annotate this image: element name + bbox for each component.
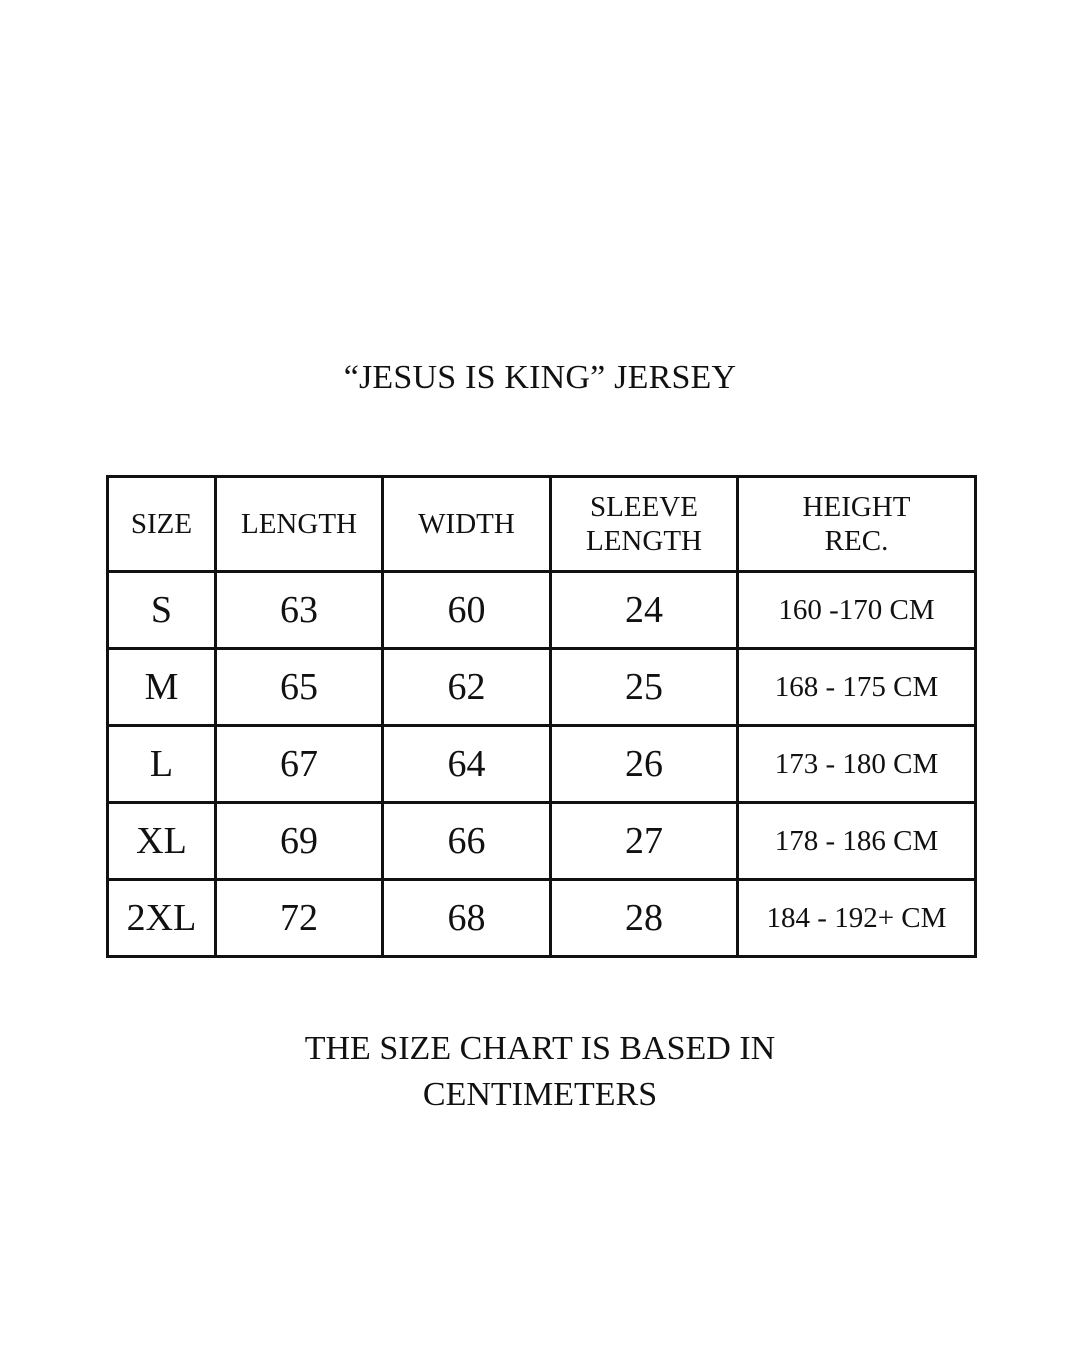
cell-size: XL [108,803,216,880]
cell-width: 62 [383,649,551,726]
header-row [108,477,976,572]
table-row [108,880,976,957]
cell-height-rec: 184 - 192+ CM [738,880,976,957]
table-row [108,803,976,880]
cell-size: 2XL [108,880,216,957]
note-line1: THE SIZE CHART IS BASED IN [304,1030,776,1067]
page-title: “JESUS IS KING” JERSEY [343,359,737,396]
cell-size: L [108,726,216,803]
cell-width: 68 [383,880,551,957]
cell-width: 66 [383,803,551,880]
cell-sleeve: 25 [551,649,738,726]
cell-height-rec: 178 - 186 CM [738,803,976,880]
cell-sleeve: 24 [551,572,738,649]
header-sleeve-line2: LENGTH [586,525,702,557]
cell-height-rec: 160 -170 CM [738,572,976,649]
header-height-line2: REC. [824,525,889,557]
header-length: LENGTH [216,477,383,572]
size-chart-note [0,1026,1080,1118]
cell-height-rec: 173 - 180 CM [738,726,976,803]
cell-width: 64 [383,726,551,803]
header-sleeve-line1: SLEEVE [590,491,698,523]
cell-length: 67 [216,726,383,803]
header-height-line1: HEIGHT [802,491,911,523]
cell-sleeve: 28 [551,880,738,957]
cell-length: 63 [216,572,383,649]
cell-size: S [108,572,216,649]
table-row [108,649,976,726]
table-row [108,726,976,803]
table-row [108,572,976,649]
header-height-rec [738,477,976,572]
cell-sleeve: 27 [551,803,738,880]
size-chart-table [106,475,977,958]
header-sleeve-length [551,477,738,572]
note-line2: CENTIMETERS [422,1076,658,1113]
cell-length: 72 [216,880,383,957]
cell-size: M [108,649,216,726]
header-size: SIZE [108,477,216,572]
cell-length: 69 [216,803,383,880]
cell-width: 60 [383,572,551,649]
cell-height-rec: 168 - 175 CM [738,649,976,726]
header-width: WIDTH [383,477,551,572]
cell-sleeve: 26 [551,726,738,803]
cell-length: 65 [216,649,383,726]
